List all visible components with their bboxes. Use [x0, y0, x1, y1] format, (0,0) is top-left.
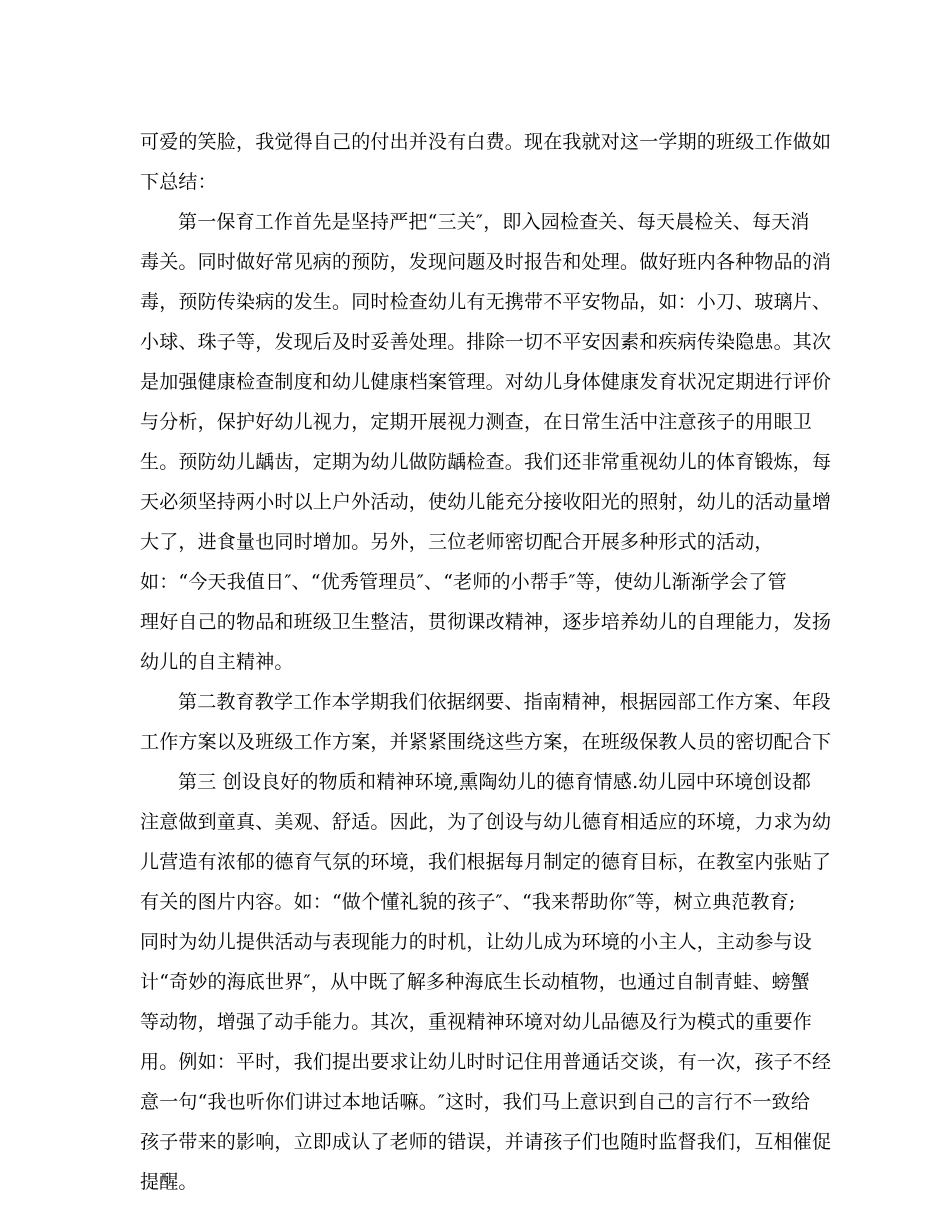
text-line: 毒关。同时做好常见病的预防，发现问题及时报告和处理。做好班内各种物品的消 [140, 251, 832, 273]
text-line: 有关的图片内容。如：“做个懂礼貌的孩子″、“我来帮助你″等，树立典范教育; [140, 891, 796, 913]
text-line: 如：“今天我值日″、“优秀管理员″、“老师的小帮手″等，使幼儿渐渐学会了管 [140, 571, 787, 593]
text-line: 孩子带来的影响，立即成认了老师的错误，并请孩子们也随时监督我们，互相催促 [140, 1131, 832, 1153]
text-line: 提醒。 [140, 1171, 198, 1193]
text-line: 天必须坚持两小时以上户外活动，使幼儿能充分接收阳光的照射，幼儿的活动量增 [140, 491, 832, 513]
text-line: 儿营造有浓郁的德育气氛的环境，我们根据每月制定的德育目标，在教室内张贴了 [140, 851, 832, 873]
text-line: 下总结： [140, 171, 217, 193]
paragraph-start-line: 第二教育教学工作本学期我们依据纲要、指南精神，根据园部工作方案、年段 [178, 691, 831, 713]
text-line: 计“奇妙的海底世界″，从中既了解多种海底生长动植物，也通过自制青蛙、螃蟹 [140, 971, 811, 993]
paragraph-start-line: 第三 创设良好的物质和精神环境,熏陶幼儿的德育情感.幼儿园中环境创设都 [178, 771, 812, 793]
text-line: 注意做到童真、美观、舒适。因此，为了创设与幼儿德育相适应的环境，力求为幼 [140, 811, 832, 833]
text-line: 幼儿的自主精神。 [140, 651, 294, 673]
text-line: 同时为幼儿提供活动与表现能力的时机，让幼儿成为环境的小主人，主动参与设 [140, 931, 813, 953]
paragraph-start-line: 第一保育工作首先是坚持严把“三关″，即入园检查关、每天晨检关、每天消 [178, 211, 810, 233]
text-line: 工作方案以及班级工作方案，并紧紧围绕这些方案，在班级保教人员的密切配合下 [140, 731, 832, 753]
text-line: 小球、珠子等，发现后及时妥善处理。排除一切不平安因素和疾病传染隐患。其次 [140, 331, 832, 353]
text-line: 毒，预防传染病的发生。同时检查幼儿有无携带不平安物品，如：小刀、玻璃片、 [140, 291, 832, 313]
text-line: 等动物，增强了动手能力。其次，重视精神环境对幼儿品德及行为模式的重要作 [140, 1011, 813, 1033]
text-line: 用。例如：平时，我们提出要求让幼儿时时记住用普通话交谈，有一次，孩子不经 [140, 1051, 832, 1073]
text-line: 与分析，保护好幼儿视力，定期开展视力测查，在日常生活中注意孩子的用眼卫 [140, 411, 813, 433]
text-line: 大了，进食量也同时增加。另外，三位老师密切配合开展多种形式的活动， [140, 531, 774, 553]
text-line: 生。预防幼儿龋齿，定期为幼儿做防龋检查。我们还非常重视幼儿的体育锻炼，每 [140, 451, 832, 473]
text-line: 可爱的笑脸，我觉得自己的付出并没有白费。现在我就对这一学期的班级工作做如 [140, 131, 832, 153]
text-line: 意一句“我也听你们讲过本地话嘛。″这时，我们马上意识到自己的言行不一致给 [140, 1091, 811, 1113]
text-line: 是加强健康检查制度和幼儿健康档案管理。对幼儿身体健康发育状况定期进行评价 [140, 371, 832, 393]
text-line: 理好自己的物品和班级卫生整洁，贯彻课改精神，逐步培养幼儿的自理能力，发扬 [140, 611, 832, 633]
